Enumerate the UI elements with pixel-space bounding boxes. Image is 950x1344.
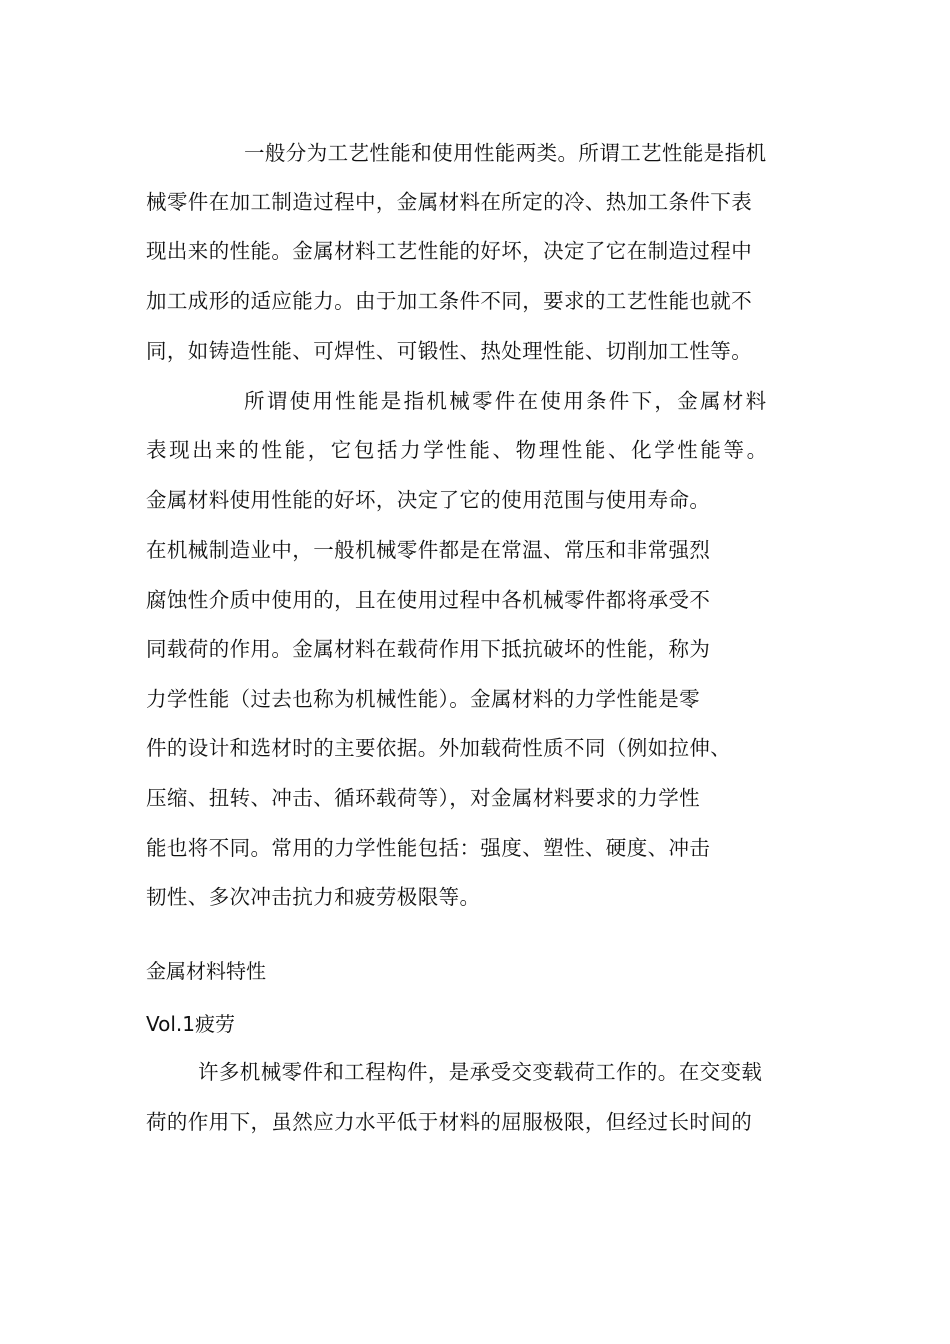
paragraph-1-line-1: 一般分为工艺性能和使用性能两类。所谓工艺性能是指机 (244, 141, 767, 165)
paragraph-2-line-3: 金属材料使用性能的好坏，决定了它的使用范围与使用寿命。 (146, 488, 711, 512)
paragraph-1-line-2: 械零件在加工制造过程中，金属材料在所定的冷、热加工条件下表 (146, 190, 753, 214)
paragraph-1-line-5: 同，如铸造性能、可焊性、可锻性、热处理性能、切削加工性等。 (146, 339, 753, 363)
paragraph-2-line-1: 所谓使用性能是指机械零件在使用条件下，金属材料 (244, 389, 769, 413)
paragraph-2-line-6: 同载荷的作用。金属材料在载荷作用下抵抗破坏的性能，称为 (146, 637, 711, 661)
paragraph-2-line-9: 压缩、扭转、冲击、循环载荷等），对金属材料要求的力学性 (146, 786, 701, 810)
paragraph-1-line-3: 现出来的性能。金属材料工艺性能的好坏，决定了它在制造过程中 (146, 239, 753, 263)
paragraph-2-line-5: 腐蚀性介质中使用的，且在使用过程中各机械零件都将承受不 (146, 588, 711, 612)
paragraph-2-line-11: 韧性、多次冲击抗力和疲劳极限等。 (146, 885, 481, 909)
paragraph-2-line-4: 在机械制造业中，一般机械零件都是在常温、常压和非常强烈 (146, 538, 711, 562)
section-heading: 金属材料特性 (146, 959, 266, 983)
paragraph-3-line-2: 荷的作用下，虽然应力水平低于材料的屈服极限，但经过长时间的 (146, 1110, 753, 1134)
paragraph-3-line-1: 许多机械零件和工程构件，是承受交变载荷工作的。在交变载 (198, 1060, 763, 1084)
paragraph-2-line-8: 件的设计和选材时的主要依据。外加载荷性质不同（例如拉伸、 (146, 736, 732, 760)
paragraph-2-line-10: 能也将不同。常用的力学性能包括：强度、塑性、硬度、冲击 (146, 836, 711, 860)
subsection-heading: Vol.1疲劳 (146, 1012, 236, 1036)
paragraph-1-line-4: 加工成形的适应能力。由于加工条件不同，要求的工艺性能也就不 (146, 289, 753, 313)
paragraph-2-line-7: 力学性能（过去也称为机械性能）。金属材料的力学性能是零 (146, 687, 701, 711)
paragraph-2-line-2: 表现出来的性能，它包括力学性能、物理性能、化学性能等。 (146, 438, 770, 462)
